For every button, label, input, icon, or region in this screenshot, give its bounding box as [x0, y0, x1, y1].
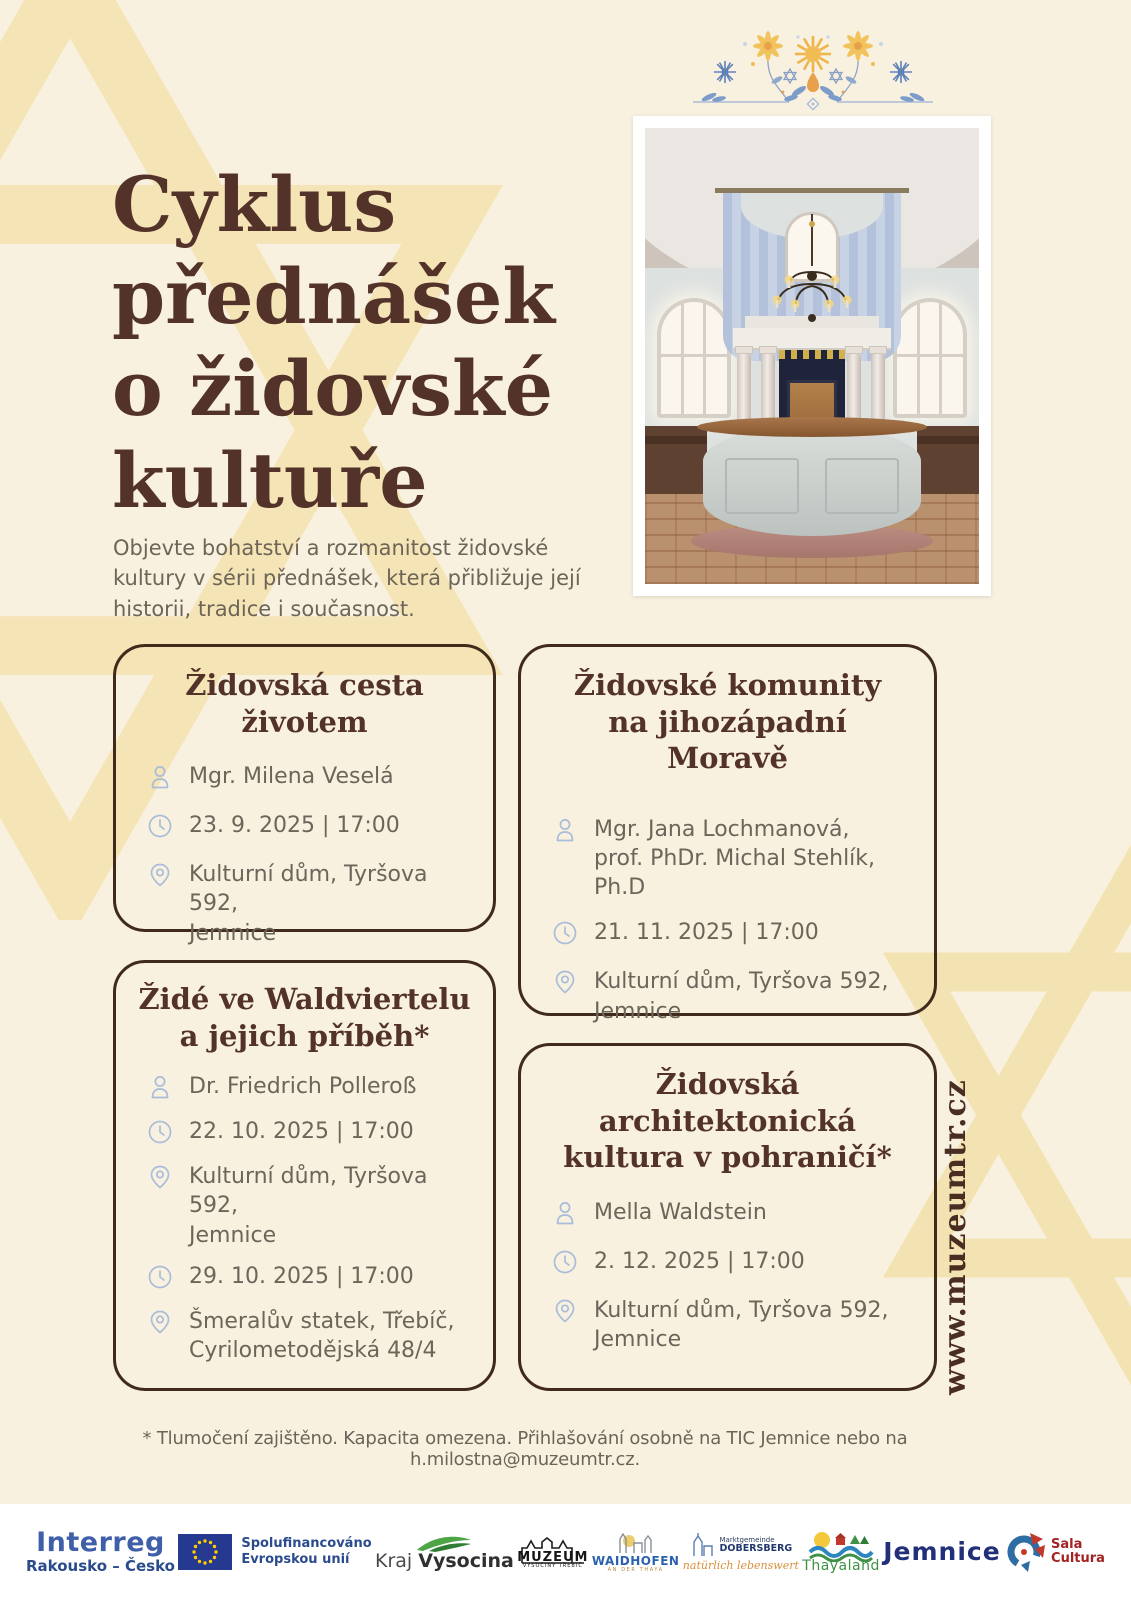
- lecture-card-zidovske-komunity: [518, 644, 937, 1024]
- jemnice-logo: Jemnice: [883, 1536, 1001, 1566]
- window-right: [893, 298, 967, 418]
- lecture-title: Židé ve Waldviertelu a jejich příběh*: [138, 982, 471, 1053]
- chandelier: [765, 214, 859, 334]
- waidhofen-logo: WAIDHOFEN AN DER THAYA: [592, 1531, 680, 1574]
- page-title: Cyklus přednášek o židovské kultuře: [112, 159, 555, 525]
- location-icon: [146, 860, 174, 893]
- partner-logo-bar: [0, 1504, 1131, 1600]
- lecture-card-zide-ve-waldviertelu: [113, 960, 496, 1391]
- location-row: Kulturní dům, Tyršova 592, Jemnice: [146, 860, 467, 948]
- location-icon: [551, 967, 579, 1000]
- window-left: [657, 298, 731, 418]
- clock-icon: [146, 811, 174, 844]
- person-icon: [551, 1198, 579, 1231]
- sala-cultura-logo: Sala Cultura: [1004, 1531, 1105, 1573]
- bench-left: [645, 426, 707, 494]
- location-row: Šmeralův statek, Třebíč, Cyrilometodějská 48/4: [146, 1307, 467, 1366]
- person-icon: [551, 815, 579, 848]
- lecture-title: Židovské komunity na jihozápadní Moravě: [573, 668, 882, 776]
- clock-icon: [146, 1262, 174, 1295]
- location-icon: [146, 1162, 174, 1195]
- datetime-row: 21. 11. 2025 | 17:00: [551, 918, 908, 951]
- intro-text: Objevte bohatství a rozmanitost židovské kultury v sérii přednášek, která přibližuje její historii, tradice i současnost.: [113, 536, 581, 621]
- dobersberg-logo: Marktgemeinde DOBERSBERG natürlich lebenswert: [683, 1532, 799, 1572]
- footnote-text: * Tlumočení zajištěno. Kapacita omezena. Přihlašování osobně na TIC Jemnice nebo na h.milostna@muzeumtr.cz.: [142, 1428, 908, 1470]
- lecture-title: Židovská cesta životem: [185, 668, 424, 739]
- church-sketch-icon: [690, 1532, 716, 1558]
- location-icon: [146, 1307, 174, 1340]
- person-icon: [146, 1072, 174, 1105]
- location-row: Kulturní dům, Tyršova 592, Jemnice: [146, 1162, 467, 1250]
- lecture-card-zidovska-architektonicka: [518, 1043, 937, 1391]
- datetime-row: 23. 9. 2025 | 17:00: [146, 811, 467, 844]
- speaker-row: Mella Waldstein: [551, 1198, 908, 1231]
- synagogue-photo: [633, 116, 991, 596]
- clock-icon: [146, 1117, 174, 1150]
- interreg-logo: Interreg Rakousko – Česko: [26, 1526, 175, 1576]
- muzeum-trebic-logo: MUZEUM VYSOČINY TŘEBÍČ: [517, 1535, 588, 1570]
- speaker-row: Mgr. Jana Lochmanová, prof. PhDr. Michal Stehlík, Ph.D: [551, 815, 908, 903]
- speaker-row: Mgr. Milena Veselá: [146, 762, 467, 795]
- eu-cofunded-logo: Spolufinancováno Evropskou unií: [178, 1534, 371, 1570]
- thayaland-logo: Thayaland: [802, 1530, 880, 1574]
- person-icon: [146, 762, 174, 795]
- location-row: Kulturní dům, Tyršova 592, Jemnice: [551, 1296, 908, 1355]
- kraj-vysocina-logo: Kraj Vysocina: [375, 1532, 514, 1572]
- floral-ornament: [693, 24, 933, 116]
- clock-icon: [551, 1247, 579, 1280]
- location-row: Kulturní dům, Tyršova 592, Jemnice: [551, 967, 908, 1026]
- location-icon: [551, 1296, 579, 1329]
- lecture-card-zidovska-cesta: [113, 644, 496, 946]
- lecture-title: Židovská architektonická kultura v pohraničí*: [563, 1067, 892, 1175]
- sala-cultura-icon: [1004, 1531, 1046, 1573]
- datetime-row: 2. 12. 2025 | 17:00: [551, 1247, 908, 1280]
- website-url: www.muzeumtr.cz: [938, 1079, 973, 1395]
- town-sketch-icon: [614, 1531, 658, 1555]
- clock-icon: [551, 918, 579, 951]
- speaker-row: Dr. Friedrich Polleroß: [146, 1072, 467, 1105]
- eu-flag-icon: [178, 1534, 232, 1570]
- bench-right: [917, 426, 979, 494]
- datetime-row: 29. 10. 2025 | 17:00: [146, 1262, 467, 1295]
- datetime-row: 22. 10. 2025 | 17:00: [146, 1117, 467, 1150]
